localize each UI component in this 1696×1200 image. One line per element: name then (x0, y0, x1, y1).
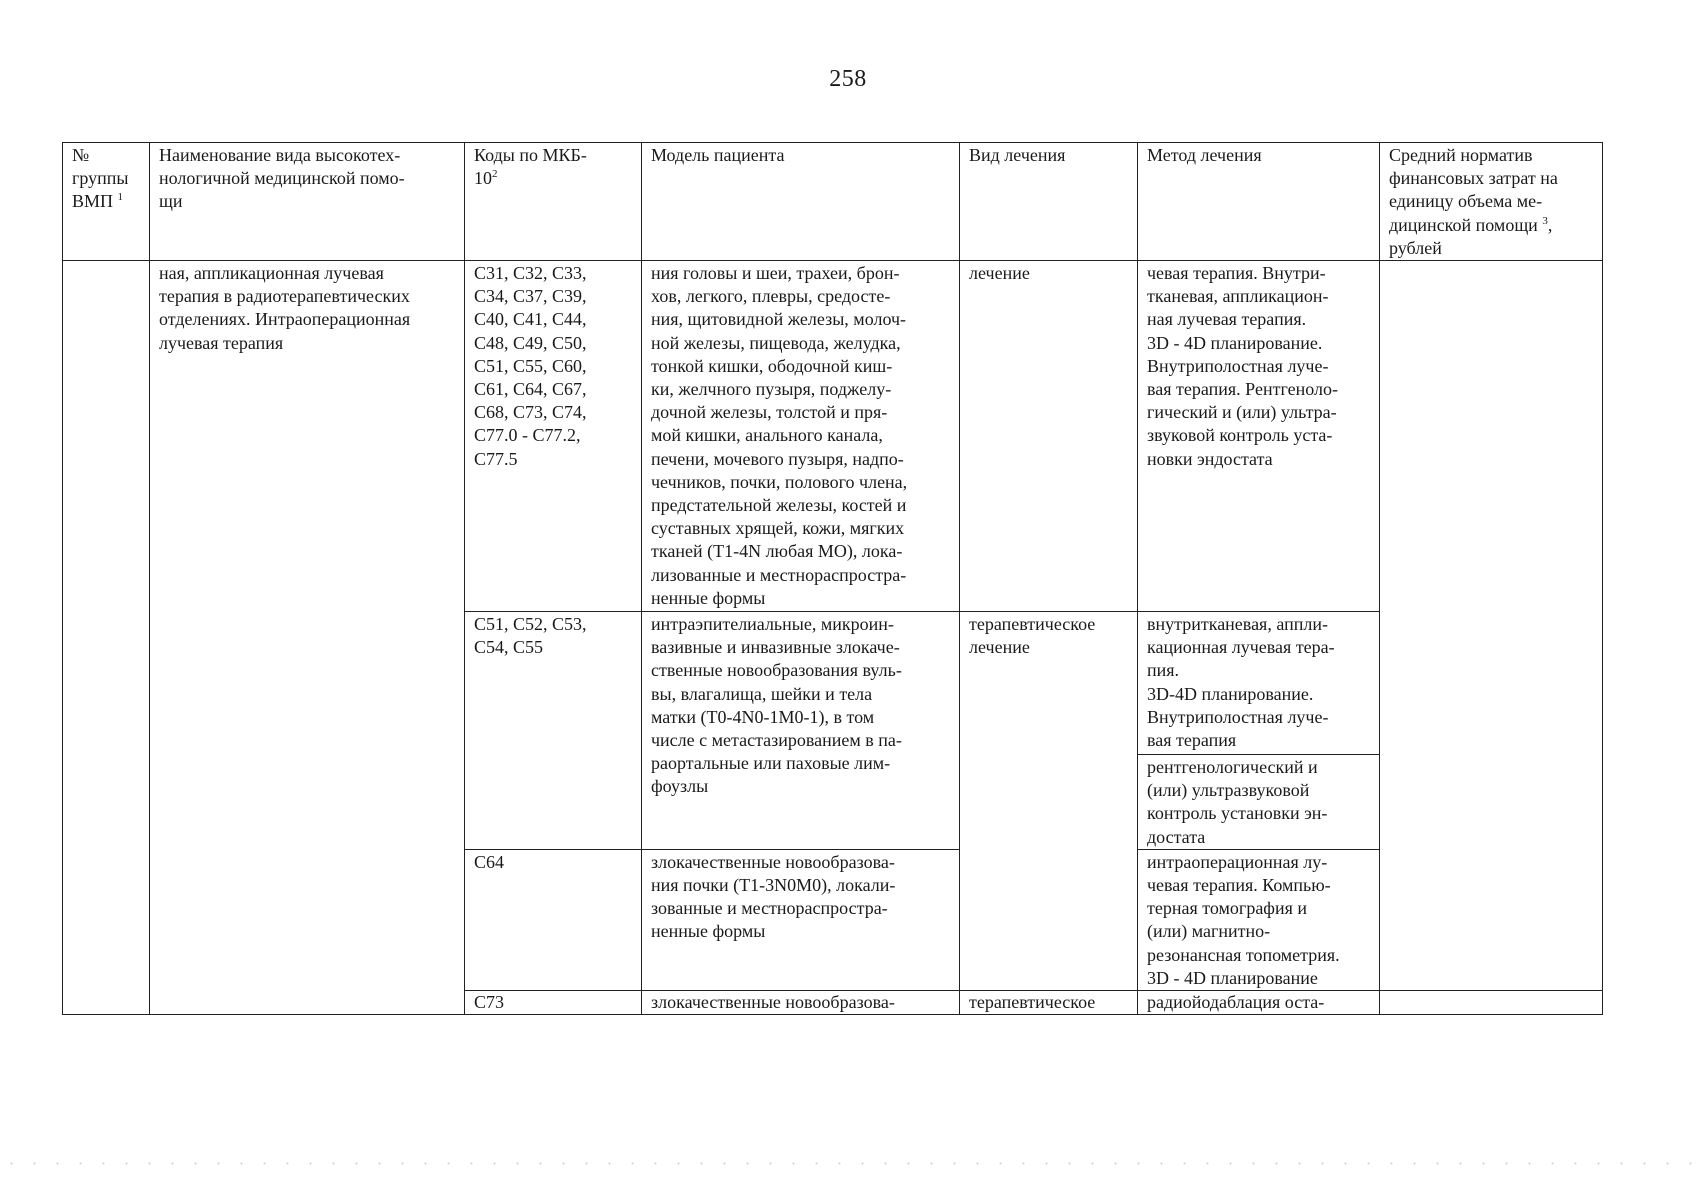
average-cost-cell (1380, 991, 1603, 1015)
icd-codes-cell: С64 (465, 849, 642, 990)
patient-model-cell: ния головы и шеи, трахеи, брон- хов, легкого, плевры, средосте- ния, щитовидной железы, молоч- ной железы, пищевода, желудка, тонкой кишки, ободочной киш- ки, желчного пузыря, поджелу- дочной железы, толстой и пря- мой кишки, анального канала, печени, мочевого пузыря, надпо- чечников, почки, полового члена, предстательной железы, костей и суставных хрящей, кожи, мягких тканей (T1-4N любая МО), лока- лизованные и местнораспростра- ненные формы (642, 261, 960, 612)
patient-model-cell: злокачественные новообразова- ния почки (T1-3N0M0), локали- зованные и местнораспростра- ненные формы (642, 849, 960, 990)
treatment-method-cell: радиойодаблация оста- (1138, 991, 1380, 1015)
patient-model-cell: злокачественные новообразова- (642, 991, 960, 1015)
header-care-type-name: Наименование вида высокотех- нологичной медицинской помо- щи (150, 143, 465, 261)
scan-noise (0, 1150, 1696, 1180)
header-icd-codes: Коды по МКБ- $10^2$ (465, 143, 642, 261)
treatment-type-cell: терапевтическое лечение (960, 612, 1138, 991)
care-type-name-cell: ная, аппликационная лучевая терапия в радиотерапевтических отделениях. Интраоперационная лучевая терапия (150, 261, 465, 1015)
header-treatment-type: Вид лечения (960, 143, 1138, 261)
header-average-cost-standard: Средний норматив финансовых затрат на единицу объема ме- дицинской помощи $^3$, рублей (1380, 143, 1603, 261)
group-number-cell (63, 261, 150, 1015)
medical-care-table (62, 142, 1603, 1015)
icd-codes-cell: С51, С52, С53, С54, С55 (465, 612, 642, 850)
page-number: 258 (829, 66, 867, 92)
icd-codes-cell: С73 (465, 991, 642, 1015)
treatment-method-cell: рентгенологический и (или) ультразвуковой контроль установки эн- достата (1138, 755, 1380, 850)
average-cost-cell (1380, 261, 1603, 991)
treatment-method-cell: чевая терапия. Внутри- тканевая, аппликацион- ная лучевая терапия. 3D - 4D планирование. Внутриполостная луче- вая терапия. Рентгеноло- гический и (или) ультра- звуковой контроль уста- новки эндостата (1138, 261, 1380, 612)
header-group-number: № группы ВМП $^1$ (63, 143, 150, 261)
table-header-row (63, 143, 1603, 261)
treatment-method-cell: интраоперационная лу- чевая терапия. Компью- терная томография и (или) магнитно- резонансная топометрия. 3D - 4D планирование (1138, 849, 1380, 990)
table-row (63, 261, 1603, 612)
header-treatment-method: Метод лечения (1138, 143, 1380, 261)
icd-codes-cell: С31, С32, С33, С34, С37, С39, С40, С41, С44, С48, С49, С50, С51, С55, С60, С61, С64, С67, С68, С73, С74, С77.0 - С77.2, С77.5 (465, 261, 642, 612)
treatment-method-cell: внутритканевая, аппли- кационная лучевая тера- пия. 3D-4D планирование. Внутриполостная луче- вая терапия (1138, 612, 1380, 755)
treatment-type-cell: лечение (960, 261, 1138, 612)
treatment-type-cell: терапевтическое (960, 991, 1138, 1015)
header-patient-model: Модель пациента (642, 143, 960, 261)
patient-model-cell: интраэпителиальные, микроин- вазивные и инвазивные злокаче- ственные новообразования вуль- вы, влагалища, шейки и тела матки (T0-4N0-1M0-1), в том числе с метастазированием в па- раортальные или паховые лим- фоузлы (642, 612, 960, 850)
